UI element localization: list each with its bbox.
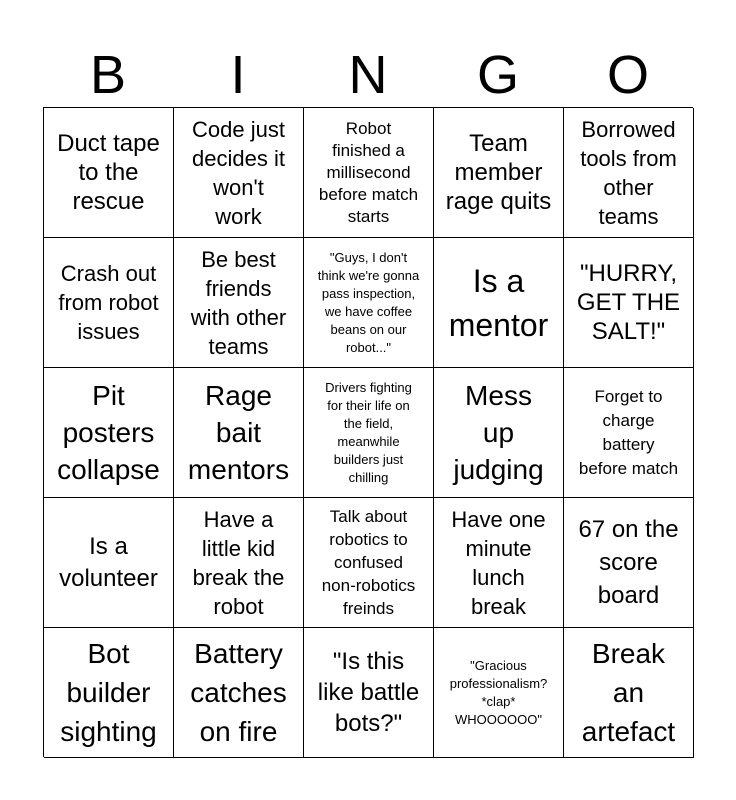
header-letter-b: B: [89, 45, 127, 105]
cell-text: Break an artefact: [581, 638, 676, 747]
bingo-cell[interactable]: [44, 498, 174, 628]
bingo-cell[interactable]: [564, 368, 694, 498]
bingo-cell[interactable]: [44, 368, 174, 498]
cell-text: Talk about robotics to confused non-robotics freinds: [321, 507, 416, 618]
bingo-cell[interactable]: [564, 108, 694, 238]
cell-text: Code just decides it won't work: [192, 116, 285, 229]
bingo-cell[interactable]: [304, 238, 434, 368]
bingo-cell[interactable]: [434, 628, 564, 758]
cell-text: "HURRY, GET THE SALT!": [576, 260, 681, 345]
cell-text: Robot finished a millisecond before match starts: [318, 118, 419, 226]
cell-text: Crash out from robot issues: [58, 261, 159, 344]
bingo-cell[interactable]: [174, 238, 304, 368]
bingo-cell[interactable]: [434, 368, 564, 498]
cell-text: Drivers fighting for their life on the field, meanwhile builders just chilling: [325, 379, 412, 485]
cell-text: "Gracious professionalism? *clap* WHOOOOOO": [449, 657, 548, 727]
bingo-cell[interactable]: [564, 238, 694, 368]
bingo-cell[interactable]: [174, 108, 304, 238]
cell-text: Borrowed tools from other teams: [580, 116, 677, 229]
header-letter-g: G: [476, 45, 519, 105]
cell-text: Have a little kid break the robot: [192, 506, 285, 619]
bingo-grid: [43, 107, 693, 757]
bingo-cell[interactable]: [434, 238, 564, 368]
bingo-cell[interactable]: [44, 108, 174, 238]
bingo-header: [43, 42, 693, 108]
cell-text: "Guys, I don't think we're gonna pass inspection, we have coffee beans on our robot...": [317, 249, 420, 355]
bingo-cell[interactable]: [174, 498, 304, 628]
cell-text: Battery catches on fire: [190, 638, 287, 747]
cell-text: "Is this like battle bots?": [317, 648, 420, 737]
cell-text: Pit posters collapse: [57, 380, 160, 485]
cell-text: Have one minute lunch break: [451, 506, 546, 619]
bingo-cell[interactable]: [434, 108, 564, 238]
bingo-cell[interactable]: [304, 368, 434, 498]
bingo-cell[interactable]: [44, 628, 174, 758]
cell-text: Forget to charge battery before match: [578, 386, 679, 478]
cell-text: Bot builder sighting: [60, 638, 157, 747]
cell-text: 67 on the score board: [578, 516, 679, 609]
cell-text: Is a mentor: [448, 262, 549, 343]
bingo-cell[interactable]: [174, 368, 304, 498]
header-letter-n: N: [348, 45, 388, 105]
bingo-cell[interactable]: [304, 498, 434, 628]
header-letter-o: O: [606, 45, 649, 105]
cell-text: Team member rage quits: [445, 130, 552, 215]
bingo-cell[interactable]: [304, 628, 434, 758]
header-letter-i: I: [230, 45, 246, 105]
bingo-cell[interactable]: [44, 238, 174, 368]
bingo-cell[interactable]: [174, 628, 304, 758]
cell-text: Mess up judging: [453, 380, 544, 485]
cell-text: Is a volunteer: [59, 532, 158, 592]
bingo-cell[interactable]: [434, 498, 564, 628]
cell-text: Be best friends with other teams: [190, 246, 287, 359]
bingo-cell[interactable]: [564, 628, 694, 758]
bingo-cell[interactable]: [564, 498, 694, 628]
cell-text: Duct tape to the rescue: [57, 130, 160, 215]
bingo-cell[interactable]: [304, 108, 434, 238]
cell-text: Rage bait mentors: [187, 380, 290, 485]
